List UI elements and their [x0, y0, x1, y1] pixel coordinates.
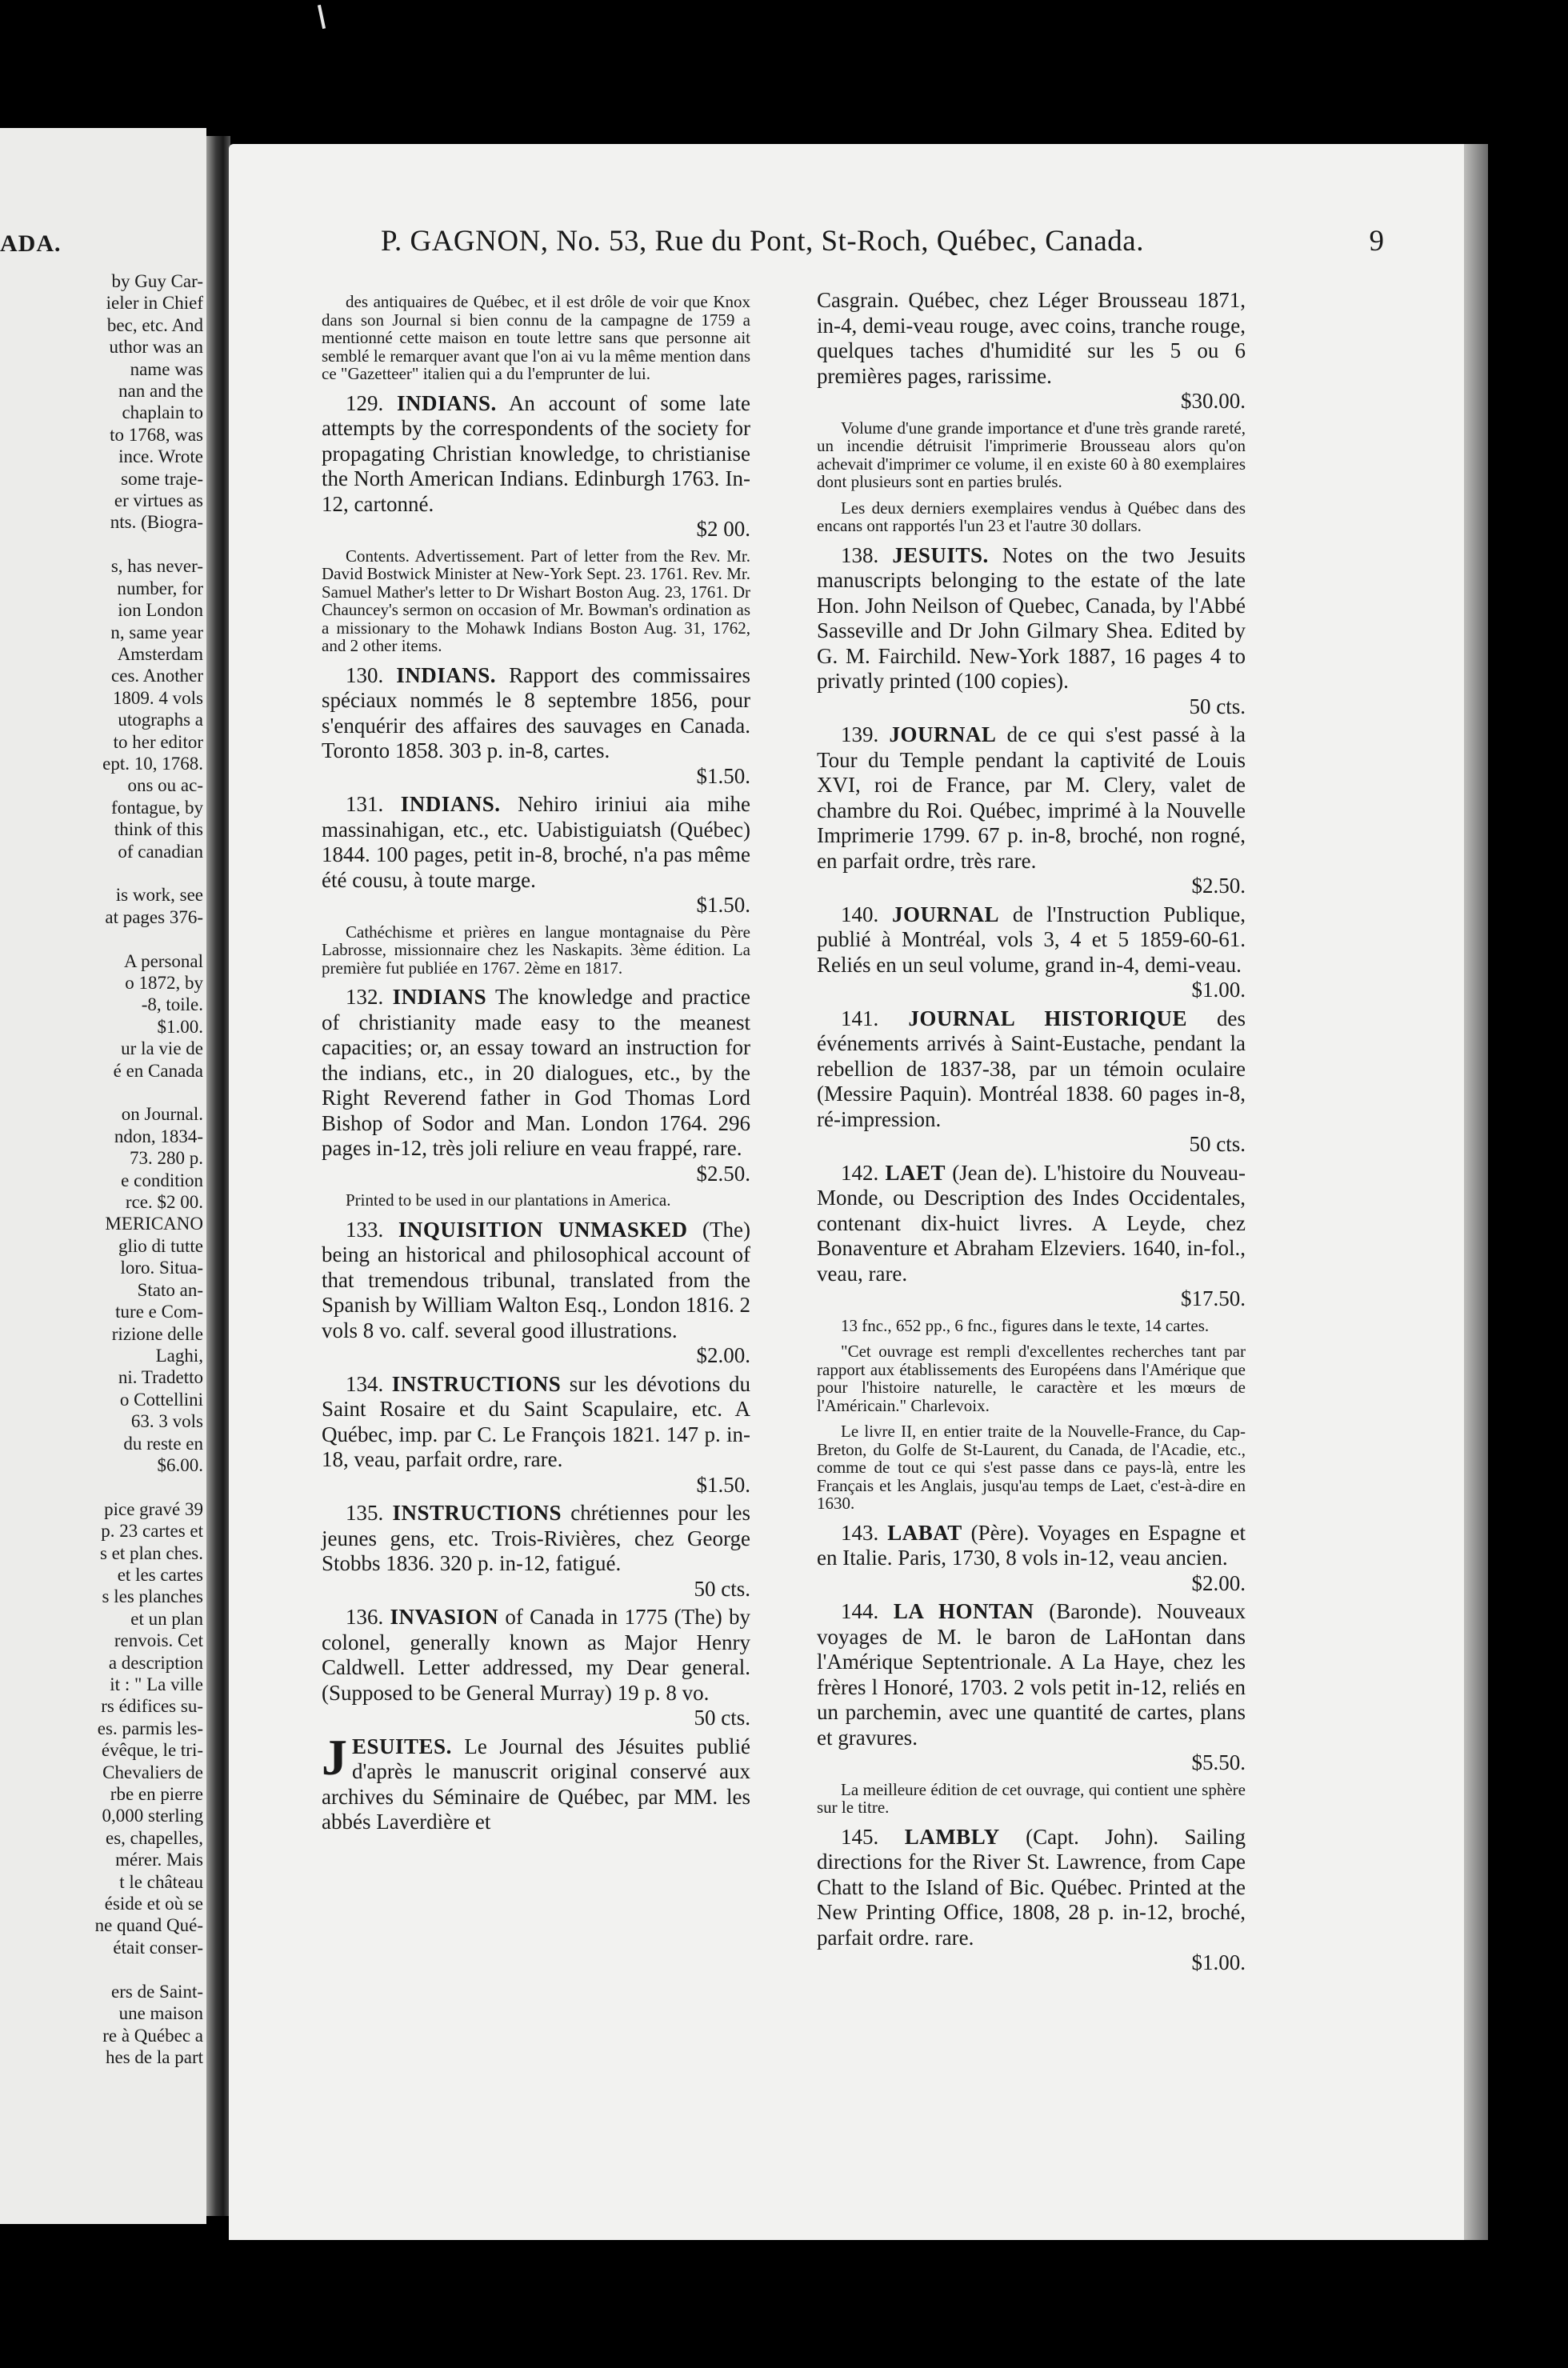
facing-page-line: évêque, le tri-	[101, 1740, 203, 1761]
facing-page-line: renvois. Cet	[114, 1630, 203, 1651]
entry-heading: INSTRUCTIONS	[392, 1501, 562, 1525]
entry-number: 142.	[841, 1160, 879, 1185]
entry-text: of Canada in 1775 (The) by colonel, generally known as Major Henry Caldwell. Letter addressed, my Dear general. (Supposed to be General Murray) 19 p. 8 vo.	[322, 1605, 751, 1705]
entry-price: $1.50.	[696, 763, 750, 788]
entry-note: Volume d'une grande importance et d'une très grande rareté, un incendie détruisit l'imprimerie Brousseau alors qu'on achevait d'imprimer ce volume, il en existe 60 à 80 exemplaires dont plusieurs sont en parties brulés.	[817, 418, 1246, 491]
facing-page-line: rbe en pierre	[110, 1784, 203, 1805]
running-header	[229, 224, 1464, 264]
drop-cap: J	[322, 1728, 347, 1786]
entry-price: $2.00.	[1191, 1570, 1246, 1595]
catalogue-page	[229, 144, 1464, 2240]
entry-text: An account of some late attempts by the correspondents of the society for propagating Christian knowledge, to christianise the North American Indians. Edinburgh 1763. In-12, cartonné.	[322, 390, 751, 516]
facing-page-line: name was	[130, 358, 203, 379]
left-column	[322, 288, 750, 1838]
catalogue-entry	[322, 792, 750, 918]
entry-number: 133.	[346, 1217, 384, 1242]
facing-page-line: $1.00.	[157, 1016, 203, 1037]
facing-page-text	[95, 270, 203, 2068]
catalogue-entry	[322, 985, 750, 1186]
entry-price: $30.00.	[1181, 389, 1246, 413]
entry-text: de ce qui s'est passé à la Tour du Temple pendant la captivité de Louis XVI, roi de France, par M. Clery, valet de chambre du Roi. Québec, imprimé à la Nouvelle Imprimerie 1799. 67 p. in-8, broché, non rogné, en parfait ordre, très rare.	[817, 722, 1246, 873]
entry-price: $1.00.	[1191, 1950, 1246, 1974]
entry-heading: INDIANS.	[396, 662, 497, 687]
facing-page-line: re à Québec a	[102, 2025, 203, 2046]
entry-note: Printed to be used in our plantations in America.	[346, 1190, 671, 1210]
entry-text: (Capt. John). Sailing directions for the River St. Lawrence, from Cape Chatt to the Island of Bic. Québec. Printed at the New Printing Office, 1808, 28 p. in-12, broché, parfait ordre. rare.	[817, 1824, 1246, 1950]
entry-text: des événements arrivés à Saint-Eustache, pendant la rebellion de 1837-38, par un témoin oculaire (Messire Paquin). Montréal 1838. 60 pages in-8, ré-impression.	[817, 1006, 1246, 1131]
facing-page-line: une maison	[118, 2003, 203, 2024]
entry-price: $1.50.	[696, 1472, 750, 1497]
facing-page-line: hes de la part	[106, 2046, 203, 2067]
facing-page-line: é en Canada	[113, 1060, 203, 1081]
facing-page-line: e condition	[121, 1170, 203, 1190]
entry-heading: LA HONTAN	[893, 1599, 1034, 1623]
facing-page-line: think of this	[114, 819, 203, 840]
page-edge-shadow	[1464, 144, 1488, 2240]
facing-page-line: to 1768, was	[110, 424, 203, 445]
catalogue-entry	[817, 902, 1246, 1003]
facing-page-line: rizione delle	[111, 1323, 203, 1344]
facing-page-line: éside et où se	[104, 1894, 203, 1914]
facing-page-line: du reste en	[123, 1433, 203, 1454]
entry-text: Rapport des commissaires spéciaux nommés le 8 septembre 1856, pour s'enquérir des affaires des sauvages en Canada. Toronto 1858. 303 p. in-8, cartes.	[322, 662, 751, 762]
facing-page-line: s, has never-	[110, 556, 203, 577]
facing-page-line: nts. (Biogra-	[110, 512, 203, 533]
entry-number: 139.	[841, 722, 879, 746]
entry-heading: INQUISITION UNMASKED	[398, 1217, 688, 1242]
facing-page-line: ept. 10, 1768.	[102, 753, 203, 774]
entry-note: Le livre II, en entier traite de la Nouvelle-France, du Cap-Breton, du Golfe de St-Laurent, du Canada, de l'Acadie, etc., comme de tout ce qui s'est passe dans ce pays-là, entre les Français et les Anglais, jusqu'au temps de Laet, c'est-à-dire en 1630.	[817, 1422, 1246, 1513]
entry-text: (Jean de). L'histoire du Nouveau-Monde, ou Description des Indes Occidentales, contenant dix-huict livres. A Leyde, chez Bonaventure et Abraham Elzeviers. 1640, in-fol., veau, rare.	[817, 1160, 1246, 1286]
entry-heading: ESUITES.	[352, 1734, 452, 1758]
entry-price: $5.50.	[1191, 1750, 1246, 1774]
facing-page-line: uthor was an	[109, 337, 203, 358]
facing-page-header: ADA.	[0, 230, 62, 257]
entry-number: 135.	[346, 1501, 384, 1525]
facing-page-line: it : " La ville	[110, 1674, 203, 1694]
catalogue-entry	[322, 391, 750, 542]
facing-page-line: A personal	[123, 950, 203, 971]
entry-number: 145.	[841, 1824, 879, 1849]
entry-text: Nehiro iriniui aia mihe massinahigan, etc., etc. Uabistiguiatsh (Québec) 1844. 100 pages, petit in-8, broché, n'a pas même été cousu, à toute marge.	[322, 792, 751, 892]
entry-number: 136.	[346, 1605, 384, 1629]
facing-page-line: ture e Com-	[115, 1302, 203, 1322]
entry-note: des antiquaires de Québec, et il est drôle de voir que Knox dans son Journal si bien connu de la campagne de 1759 a mentionné cette maison en toute lettre sans que personne ait semblé le remarquer avant que l'on ai vu la même mention dans ce "Gazetteer" italien qui a du l'emprunter de lui.	[322, 292, 750, 383]
facing-page-line: ion London	[118, 600, 203, 621]
entry-number: 131.	[346, 792, 384, 816]
entry-note: 13 fnc., 652 pp., 6 fnc., figures dans le texte, 14 cartes.	[841, 1315, 1210, 1335]
entry-note: Contents. Advertissement. Part of letter from the Rev. Mr. David Bostwick Minister at New-York Sept. 23. 1761. Rev. Mr. Samuel Mather's letter to Dr Wishart Boston Aug. 23, 1761. Dr Chauncey's sermon on occasion of Mr. Bowman's ordination as a missionary to the Mohawk Indians Boston Aug. 31, 1762, and 2 other items.	[322, 546, 750, 655]
entry-price: $2 00.	[696, 517, 750, 541]
catalogue-entry	[322, 1372, 750, 1498]
facing-page-line: er virtues as	[114, 490, 203, 511]
facing-page-line	[95, 862, 203, 884]
facing-page-line: some traje-	[121, 468, 203, 489]
facing-page-line: -8, toile.	[141, 994, 203, 1015]
facing-page-line: ons ou ac-	[127, 775, 203, 796]
entry-heading: INSTRUCTIONS	[391, 1371, 562, 1396]
facing-page-line: et les cartes	[117, 1564, 203, 1585]
catalogue-entry	[322, 1501, 750, 1602]
facing-page-line: 1809. 4 vols	[112, 687, 203, 708]
facing-page-line: mérer. Mais	[115, 1850, 203, 1870]
facing-page-line: MERICANO	[105, 1214, 203, 1234]
entry-note: La meilleure édition de cet ouvrage, qui contient une sphère sur le titre.	[817, 1779, 1246, 1817]
facing-page-line: is work, see	[115, 885, 203, 906]
entry-number: 134.	[346, 1371, 384, 1396]
facing-page-line: at pages 376-	[105, 906, 203, 927]
facing-page-line: rce. $2 00.	[125, 1192, 203, 1213]
facing-page-line: Laghi,	[155, 1345, 203, 1366]
entry-text: Le Journal des Jésuites publié d'après le manuscrit original conservé aux archives du Séminaire de Québec, par MM. les abbés Laverdière et	[322, 1734, 750, 1834]
facing-page-line: o Cottellini	[119, 1389, 203, 1410]
book-gutter	[206, 136, 230, 2216]
catalogue-entry	[817, 1006, 1246, 1158]
running-header-text: P. GAGNON, No. 53, Rue du Pont, St-Roch, Québec, Canada.	[381, 225, 1144, 258]
facing-page-left	[0, 128, 206, 2224]
entry-price: 50 cts.	[1189, 1132, 1246, 1156]
facing-page-line: ne quand Qué-	[94, 1915, 203, 1936]
entry-price: $1.50.	[696, 893, 750, 917]
facing-page-line: es. parmis les-	[97, 1718, 203, 1738]
facing-page-line: ur la vie de	[121, 1038, 203, 1059]
facing-page-line: es, chapelles,	[106, 1827, 203, 1848]
facing-page-line: p. 23 cartes et	[101, 1521, 203, 1542]
entry-text: de l'Instruction Publique, publié à Montréal, vols 3, 4 et 5 1859-60-61. Reliés en un seul volume, grand in-4, demi-veau.	[817, 902, 1246, 977]
entry-number: 132.	[346, 985, 384, 1009]
catalogue-entry	[817, 1599, 1246, 1776]
entry-heading: INVASION	[390, 1605, 499, 1629]
entry-note: Cathéchisme et prières en langue montagnaise du Père Labrosse, missionnaire chez les Naskapits. 3ème édition. La première fut publiée en 1767. 2ème en 1817.	[322, 922, 750, 978]
facing-page-line: Stato an-	[137, 1279, 203, 1300]
entry-price: $2.50.	[1191, 874, 1246, 898]
facing-page-line: fontague, by	[111, 797, 203, 818]
entry-number: 143.	[841, 1520, 879, 1545]
catalogue-entry	[817, 1521, 1246, 1597]
facing-page-line	[95, 928, 203, 950]
entry-heading: LAET	[885, 1160, 946, 1185]
entry-price: 50 cts.	[1189, 694, 1246, 718]
entry-price: $2.50.	[696, 1161, 750, 1186]
facing-page-line	[95, 1958, 203, 1980]
facing-page-line: s et plan ches.	[99, 1542, 203, 1563]
facing-page-line: of canadian	[118, 841, 203, 862]
entry-text: (Père). Voyages en Espagne et en Italie. Paris, 1730, 8 vols in-12, veau ancien.	[817, 1520, 1246, 1570]
facing-page-line: pice gravé 39	[104, 1498, 203, 1519]
facing-page-line: ince. Wrote	[118, 446, 203, 467]
facing-page-line: loro. Situa-	[120, 1258, 203, 1278]
facing-page-line: to her editor	[113, 731, 203, 752]
facing-page-line: et un plan	[130, 1608, 203, 1629]
facing-page-line: o 1872, by	[125, 973, 203, 993]
catalogue-entry	[322, 663, 750, 790]
facing-page-line: $6.00.	[157, 1454, 203, 1475]
entry-text: chrétiennes pour les jeunes gens, etc. Trois-Rivières, chez George Stobbs 1836. 320 p. in-12, fatigué.	[322, 1501, 751, 1575]
entry-heading: INDIANS	[392, 985, 487, 1009]
facing-page-line	[95, 1476, 203, 1498]
facing-page-line: rs édifices su-	[101, 1696, 203, 1717]
entry-heading: JOURNAL	[889, 722, 997, 746]
facing-page-line: 73. 280 p.	[130, 1148, 203, 1169]
entry-text: The knowledge and practice of christianity made easy to the meanest capacities; or, an essay toward an instruction for the indians, etc., in 20 dialogues, etc., by the Right Reverend father in God Thomas Lord Bishop of Sodor and Man. London 1764. 296 pages in-12, très joli reliure en veau frappé, rare.	[322, 985, 751, 1160]
facing-page-line: ni. Tradetto	[118, 1367, 203, 1388]
catalogue-entry	[817, 543, 1246, 720]
entry-price: 50 cts.	[694, 1576, 750, 1601]
catalogue-entry	[322, 1218, 750, 1369]
catalogue-entry-continued	[817, 288, 1246, 414]
entry-heading: LAMBLY	[904, 1824, 1000, 1849]
entry-heading: JOURNAL HISTORIQUE	[908, 1006, 1187, 1030]
entry-heading: INDIANS.	[400, 792, 501, 816]
entry-heading: INDIANS.	[396, 390, 497, 415]
scan-mark	[318, 5, 326, 29]
facing-page-line: ieler in Chief	[106, 293, 203, 314]
facing-page-line: by Guy Car-	[111, 271, 203, 291]
facing-page-line: utographs a	[118, 710, 203, 730]
facing-page-line: Amsterdam	[117, 643, 203, 664]
entry-number: 130.	[346, 662, 384, 687]
facing-page-line: on Journal.	[121, 1104, 203, 1125]
entry-price: $1.00.	[1191, 978, 1246, 1002]
entry-heading: JOURNAL	[892, 902, 1000, 926]
facing-page-line: Chevaliers de	[102, 1762, 203, 1782]
entry-number: 144.	[841, 1599, 879, 1623]
section-heading-entry	[322, 1728, 750, 1835]
catalogue-entry	[322, 1605, 750, 1731]
entry-number: 141.	[841, 1006, 879, 1030]
entry-number: 129.	[346, 390, 384, 415]
entry-number: 140.	[841, 902, 879, 926]
facing-page-line: bec, etc. And	[106, 314, 203, 335]
facing-page-line: n, same year	[110, 622, 203, 642]
facing-page-line: chaplain to	[122, 402, 203, 423]
facing-page-line: 63. 3 vols	[130, 1411, 203, 1432]
facing-page-line: ers de Saint-	[111, 1981, 203, 2002]
catalogue-entry	[817, 1825, 1246, 1976]
facing-page-line	[95, 1082, 203, 1103]
facing-page-line: glio di tutte	[118, 1235, 203, 1256]
entry-text: Casgrain. Québec, chez Léger Brousseau 1871, in-4, demi-veau rouge, avec coins, tranche rouge, quelques taches d'humidité sur les 5 ou 6 premières pages, rarissime.	[817, 288, 1246, 388]
entry-number: 138.	[841, 542, 879, 567]
entry-price: $17.50.	[1181, 1286, 1246, 1310]
entry-note: Les deux derniers exemplaires vendus à Québec dans des encans ont rapportés l'un 23 et l'autre 30 dollars.	[817, 498, 1246, 535]
entry-price: 50 cts.	[694, 1706, 750, 1730]
catalogue-entry	[817, 1161, 1246, 1312]
facing-page-line: number, for	[117, 578, 203, 598]
facing-page-line: ndon, 1834-	[114, 1126, 203, 1146]
facing-page-line: nan and the	[118, 381, 203, 402]
catalogue-entry	[817, 722, 1246, 899]
right-column	[817, 288, 1246, 1979]
entry-note: "Cet ouvrage est rempli d'excellentes recherches tant par rapport aux établissements des Européens dans l'Amérique que pour l'histoire naturelle, le caractère et les mœurs de l'Américain." Charlevoix.	[817, 1342, 1246, 1415]
facing-page-line: s les planches	[102, 1586, 203, 1607]
entry-heading: JESUITS.	[892, 542, 989, 567]
entry-text: sur les dévotions du Saint Rosaire et du Saint Scapulaire, etc. A Québec, imp. par C. Le François 1821. 147 p. in-18, veau, parfait ordre, rare.	[322, 1371, 750, 1471]
entry-text: (The) being an historical and philosophical account of that tremendous tribunal, translated from the Spanish by William Walton Esq., London 1816. 2 vols 8 vo. calf. several good illustrations.	[322, 1217, 751, 1342]
entry-heading: LABAT	[887, 1520, 962, 1545]
entry-price: $2.00.	[696, 1343, 750, 1367]
facing-page-line: ces. Another	[111, 666, 203, 686]
page-number: 9	[1369, 225, 1384, 258]
facing-page-line	[95, 534, 203, 555]
facing-page-line: 0,000 sterling	[102, 1806, 203, 1826]
facing-page-line: était conser-	[113, 1937, 203, 1958]
facing-page-line: t le château	[119, 1871, 203, 1892]
entry-text: (Baronde). Nouveaux voyages de M. le baron de LaHontan dans l'Amérique Septentrionale. A La Haye, chez les frères l Honoré, 1703. 2 vols petit in-12, reliés en un parchemin, avec une quantité de cartes, plans et gravures.	[817, 1599, 1246, 1750]
facing-page-line: a description	[108, 1652, 203, 1673]
entry-text: Notes on the two Jesuits manuscripts belonging to the estate of the late Hon. John Neilson of Quebec, Canada, by l'Abbé Sasseville and Dr John Gilmary Shea. Edited by G. M. Fairchild. New-York 1887, 16 pages 4 to privatly printed (100 copies).	[817, 542, 1246, 693]
